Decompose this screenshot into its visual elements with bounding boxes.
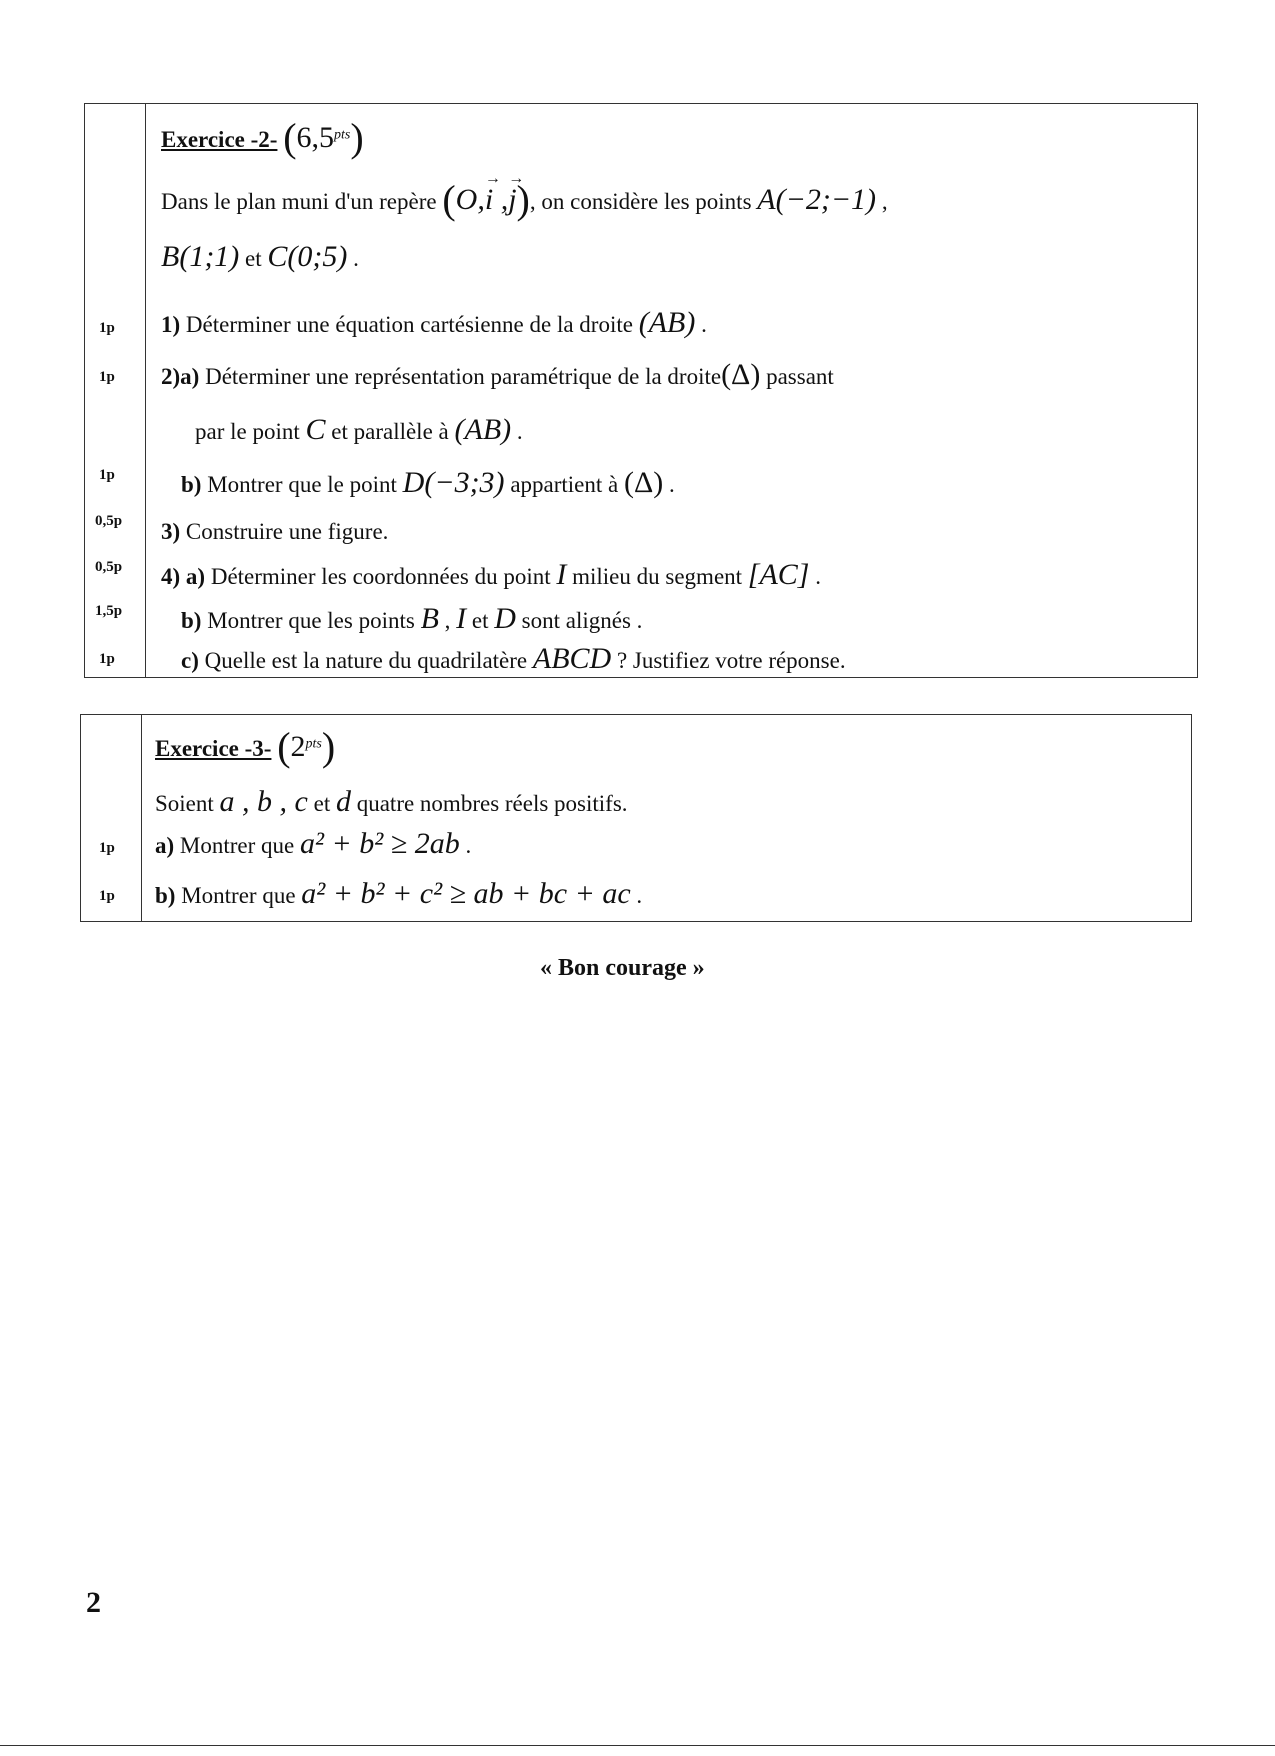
mark-q3: 0,5p — [95, 513, 123, 529]
points-column — [85, 104, 146, 677]
question-3: 3) Construire une figure. — [161, 519, 389, 544]
closing-text: « Bon courage » — [540, 955, 705, 981]
exercise-3-title: Exercice -3- $(2^{pts})$ — [155, 724, 336, 769]
question-4b: b) Montrer que les points B , I et D sont alignés . — [181, 602, 643, 635]
page-number: 2 — [86, 1586, 101, 1619]
mark-q2b: 1p — [99, 467, 115, 483]
mark-q4b: 1,5p — [95, 603, 123, 619]
mark-3b: 1p — [99, 888, 115, 904]
exercise-2-title: Exercice -2- $(6,5^{pts})$ — [161, 115, 364, 160]
mark-q2a: 1p — [99, 369, 115, 385]
question-4a: 4) a) Déterminer les coordonnées du point I milieu du segment [AC] . — [161, 558, 821, 591]
question-4c: c) Quelle est la nature du quadrilatère ABCD ? Justifiez votre réponse. — [181, 642, 846, 675]
question-3b: b) Montrer que a² + b² + c² ≥ ab + bc + ac . — [155, 877, 643, 910]
exercise-2-points: B(1;1) et C(0;5) . — [161, 240, 359, 273]
question-2a: 2)a) Déterminer une représentation paramétrique de la droite(Δ) passant — [161, 358, 834, 391]
exercise-2-intro: Dans le plan muni d'un repère (O,→ i ,→ j), on considère les points A(−2;−1) , — [161, 180, 888, 220]
exercise-3-intro: Soient a , b , c et d quatre nombres réels positifs. — [155, 785, 628, 818]
mark-q4c: 1p — [99, 651, 115, 667]
question-2a-line-2: par le point C et parallèle à (AB) . — [195, 413, 523, 446]
mark-q4a: 0,5p — [95, 559, 123, 575]
question-1: 1) Déterminer une équation cartésienne de la droite (AB) . — [161, 306, 707, 339]
question-2b: b) Montrer que le point D(−3;3) appartient à (Δ) . — [181, 466, 675, 499]
exercise-3-box — [80, 714, 1192, 922]
exercise-2-box — [84, 103, 1198, 678]
question-3a: a) Montrer que a² + b² ≥ 2ab . — [155, 827, 472, 860]
mark-3a: 1p — [99, 840, 115, 856]
bottom-rule — [0, 1745, 1275, 1746]
mark-q1: 1p — [99, 320, 115, 336]
